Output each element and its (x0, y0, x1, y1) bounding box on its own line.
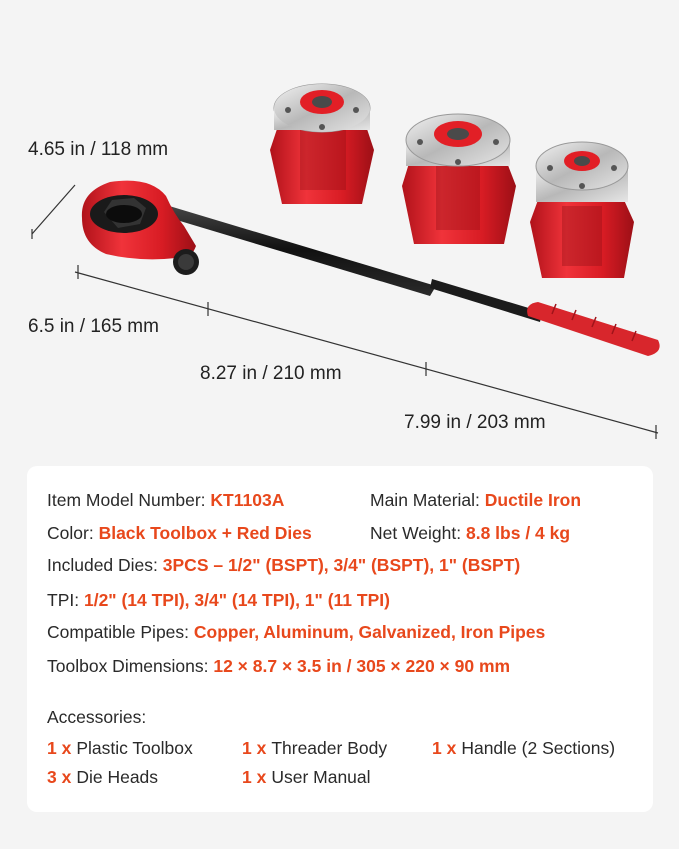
spec-weight-value: 8.8 lbs / 4 kg (465, 523, 571, 543)
spec-pipes (47, 622, 545, 643)
spec-color (47, 523, 312, 544)
accessory-item (432, 738, 615, 759)
accessory-item (47, 738, 193, 759)
die-head-small (530, 142, 634, 278)
spec-weight (370, 523, 570, 544)
accessory-qty: 1 x (432, 738, 457, 758)
spec-dies-value: 3PCS – 1/2" (BSPT), 3/4" (BSPT), 1" (BSPT) (162, 555, 521, 575)
spec-tpi-label: TPI: (47, 590, 80, 610)
accessory-name: Plastic Toolbox (76, 738, 193, 758)
accessory-item (242, 738, 387, 759)
spec-material-value: Ductile Iron (484, 490, 582, 510)
spec-color-value: Black Toolbox + Red Dies (98, 523, 312, 543)
spec-color-label: Color: (47, 523, 94, 543)
spec-model (47, 490, 284, 511)
spec-toolbox-label: Toolbox Dimensions: (47, 656, 209, 676)
spec-toolbox-value: 12 × 8.7 × 3.5 in / 305 × 220 × 90 mm (213, 656, 511, 676)
height-dimension-label: 4.65 in / 118 mm (28, 139, 169, 160)
spec-tpi-value: 1/2" (14 TPI), 3/4" (14 TPI), 1" (11 TPI) (83, 590, 390, 610)
spec-pipes-label: Compatible Pipes: (47, 622, 190, 642)
spec-dies (47, 555, 520, 576)
accessory-qty: 3 x (47, 767, 72, 787)
spec-model-value: KT1103A (210, 490, 285, 510)
die-head-large (270, 84, 374, 204)
die-head-medium (402, 114, 516, 244)
accessories-title: Accessories: (47, 707, 147, 727)
spec-toolbox (47, 656, 510, 677)
handle-length-dimension-label: 7.99 in / 203 mm (404, 412, 546, 433)
accessory-name: Threader Body (271, 738, 388, 758)
spec-material (370, 490, 581, 511)
spec-tpi (47, 590, 390, 611)
spec-weight-label: Net Weight: (370, 523, 462, 543)
spec-material-label: Main Material: (370, 490, 480, 510)
accessory-name: Handle (2 Sections) (461, 738, 616, 758)
spec-pipes-value: Copper, Aluminum, Galvanized, Iron Pipes (193, 622, 546, 642)
accessory-name: User Manual (271, 767, 371, 787)
width-dimension-label: 6.5 in / 165 mm (28, 316, 159, 337)
accessory-qty: 1 x (47, 738, 72, 758)
accessory-qty: 1 x (242, 738, 267, 758)
accessory-item (47, 767, 158, 788)
threader-body (82, 181, 199, 275)
specifications-card (27, 466, 653, 812)
spec-model-label: Item Model Number: (47, 490, 206, 510)
accessory-qty: 1 x (242, 767, 267, 787)
accessory-name: Die Heads (76, 767, 159, 787)
accessory-item (242, 767, 371, 788)
spec-dies-label: Included Dies: (47, 555, 158, 575)
body-length-dimension-label: 8.27 in / 210 mm (200, 363, 342, 384)
